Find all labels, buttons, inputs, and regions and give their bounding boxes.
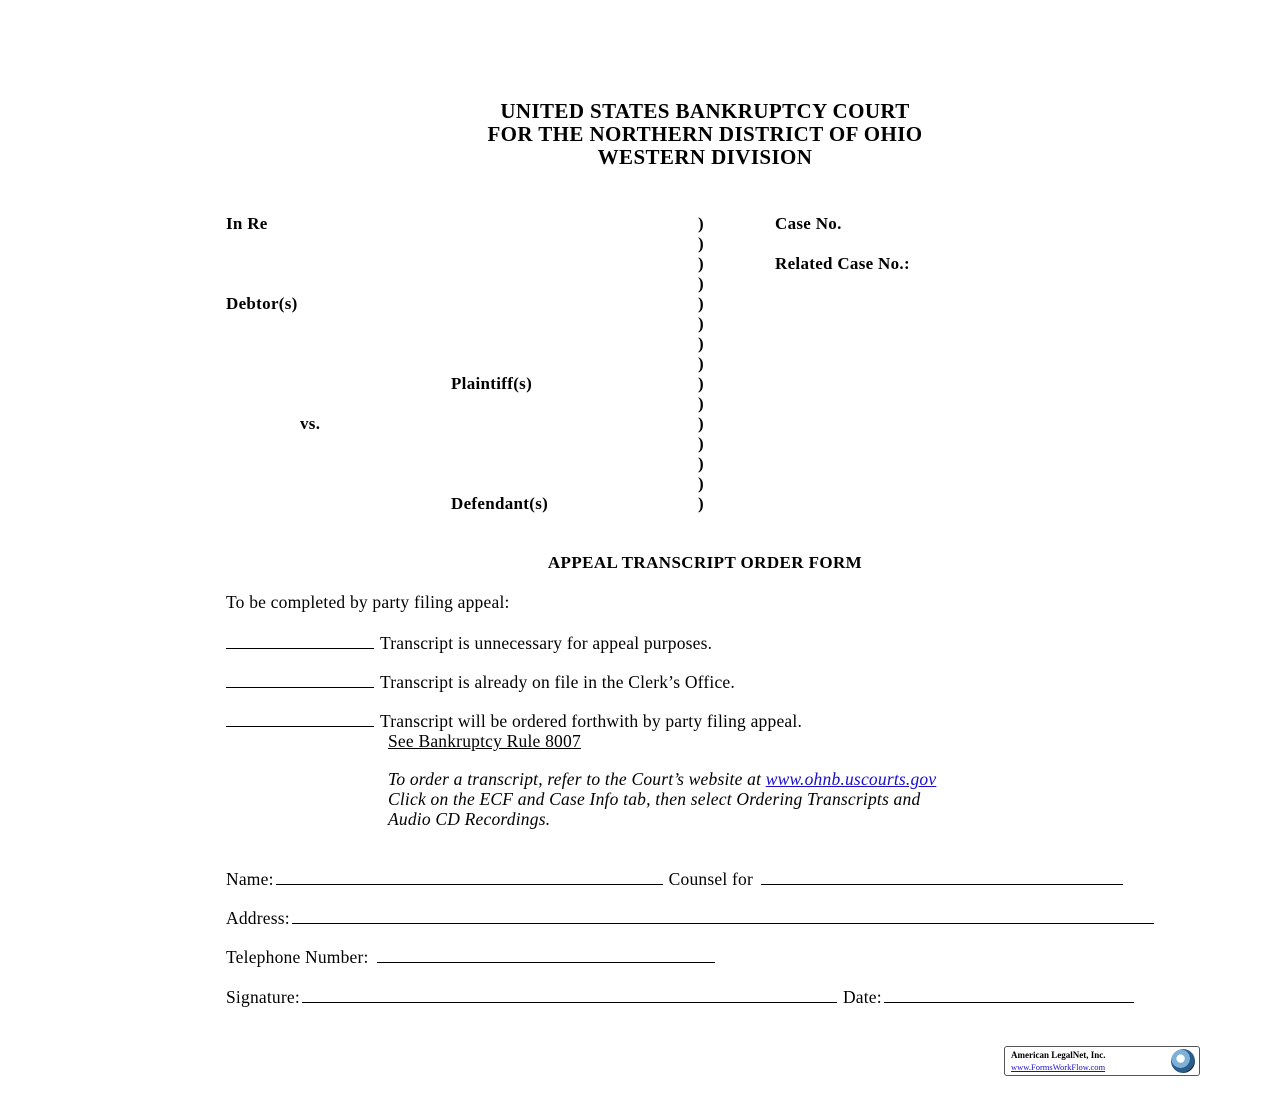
- signature-label: Signature:: [226, 987, 300, 1007]
- option-unnecessary: [226, 632, 712, 654]
- option-unnecessary-blank[interactable]: [226, 632, 374, 649]
- option-unnecessary-text: Transcript is unnecessary for appeal purposes.: [380, 633, 713, 653]
- order-note-line2: Click on the ECF and Case Info tab, then select Ordering Transcripts and: [388, 789, 921, 809]
- intro-text: To be completed by party filing appeal:: [226, 592, 510, 612]
- option-on-file-text: Transcript is already on file in the Clerk’s Office.: [380, 672, 735, 692]
- order-note-line1: [388, 769, 936, 790]
- logo-url[interactable]: www.FormsWorkFlow.com: [1011, 1062, 1106, 1072]
- name-label: Name:: [226, 869, 274, 889]
- telephone-field[interactable]: [377, 946, 715, 963]
- order-note-text: To order a transcript, refer to the Court’s website at: [388, 769, 762, 789]
- caption-paren: ): [698, 254, 704, 273]
- caption-paren: ): [698, 334, 704, 353]
- order-note-line3: Audio CD Recordings.: [388, 809, 551, 829]
- caption-paren: ): [698, 434, 704, 453]
- name-field[interactable]: [276, 868, 663, 885]
- caption-paren: ): [698, 234, 704, 253]
- caption-paren: ): [698, 454, 704, 473]
- globe-icon: [1171, 1049, 1195, 1073]
- caption-paren: ): [698, 374, 704, 393]
- address-label: Address:: [226, 908, 290, 928]
- option-on-file: [226, 671, 735, 693]
- date-field[interactable]: [884, 986, 1134, 1003]
- name-row: [226, 868, 1129, 890]
- footer-logo[interactable]: [1004, 1046, 1200, 1076]
- rule-reference: See Bankruptcy Rule 8007: [388, 731, 581, 751]
- signature-field[interactable]: [302, 986, 837, 1003]
- address-field[interactable]: [292, 907, 1154, 924]
- court-heading-line1: UNITED STATES BANKRUPTCY COURT: [500, 99, 910, 123]
- caption-paren: ): [698, 394, 704, 413]
- court-heading-line2: FOR THE NORTHERN DISTRICT OF OHIO: [487, 122, 923, 146]
- caption-paren: ): [698, 294, 704, 313]
- vs-label: vs.: [300, 414, 321, 433]
- counsel-label: Counsel for: [668, 869, 753, 889]
- related-case-no-label: Related Case No.:: [775, 254, 910, 273]
- date-label: Date:: [842, 987, 882, 1007]
- option-on-file-blank[interactable]: [226, 671, 374, 688]
- logo-company-name: American LegalNet, Inc.: [1011, 1050, 1106, 1060]
- address-row: [226, 907, 1160, 929]
- court-heading-line3: WESTERN DIVISION: [597, 145, 813, 169]
- case-no-label: Case No.: [775, 214, 842, 233]
- plaintiff-label: Plaintiff(s): [451, 374, 533, 393]
- telephone-row: [226, 946, 721, 968]
- caption-paren: ): [698, 494, 704, 513]
- caption-paren: ): [698, 314, 704, 333]
- in-re-label: In Re: [226, 214, 268, 233]
- caption-paren: ): [698, 414, 704, 433]
- caption-paren: ): [698, 274, 704, 293]
- caption-paren: ): [698, 354, 704, 373]
- signature-row: [226, 986, 1140, 1008]
- telephone-label: Telephone Number:: [226, 947, 369, 967]
- counsel-field[interactable]: [761, 868, 1123, 885]
- caption-paren: ): [698, 474, 704, 493]
- court-heading: [0, 100, 1275, 169]
- court-website-link[interactable]: www.ohnb.uscourts.gov: [765, 769, 937, 789]
- form-title: APPEAL TRANSCRIPT ORDER FORM: [547, 553, 863, 572]
- option-ordered: [226, 710, 802, 732]
- caption-paren: ): [698, 214, 704, 233]
- option-ordered-text: Transcript will be ordered forthwith by party filing appeal.: [380, 711, 803, 731]
- debtor-label: Debtor(s): [226, 294, 298, 313]
- defendant-label: Defendant(s): [451, 494, 549, 513]
- option-ordered-blank[interactable]: [226, 710, 374, 727]
